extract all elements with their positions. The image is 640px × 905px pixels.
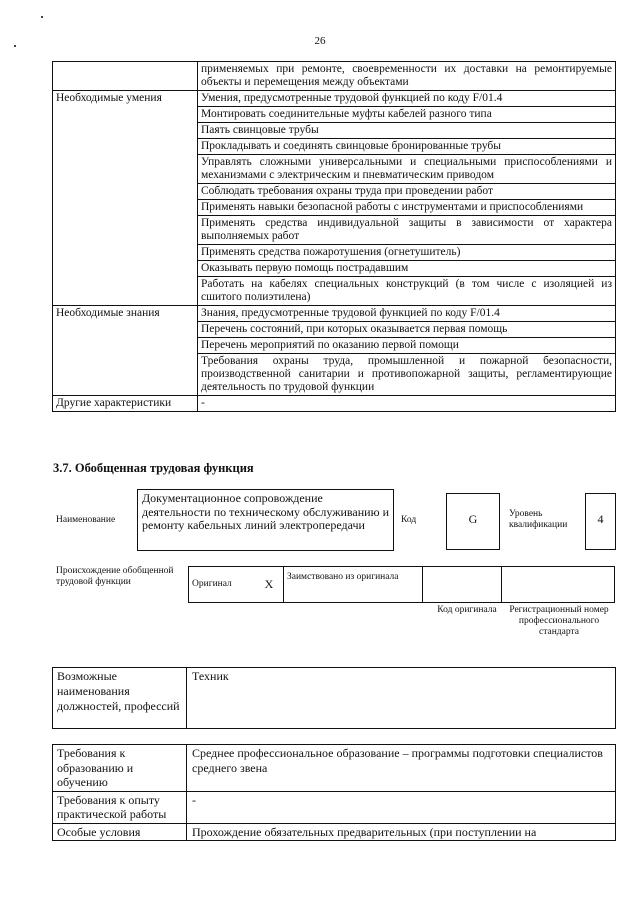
table-row [53, 745, 616, 792]
knowledge-item: Знания, предусмотренные трудовой функцией по коду F/01.4 [198, 306, 616, 322]
skill-item: Прокладывать и соединять свинцовые бронированные трубы [198, 139, 616, 155]
knowledge-item: Перечень состояний, при которых оказывается первая помощь [198, 322, 616, 338]
empty-label-cell [53, 62, 198, 91]
requirement-value: Среднее профессиональное образование – программы подготовки специалистов среднего звена [187, 745, 616, 792]
level-value: 4 [597, 512, 604, 526]
original-label-text: Оригинал [192, 579, 232, 589]
skill-item: Применять средства индивидуальной защиты в зависимости от характера выполняемых работ [198, 216, 616, 245]
continuation-cell: применяемых при ремонте, своевременности их доставки на ремонтируемые объекты и перемещения между объектами [198, 62, 616, 91]
reg-number-label: Регистрационный номер профессионального стандарта [509, 605, 609, 637]
original-mark: X [264, 577, 274, 591]
code-label: Код [401, 515, 417, 525]
origin-table [188, 566, 615, 603]
positions-value: Техник [187, 668, 616, 729]
origin-label: Происхождение обобщенной трудовой функции [56, 566, 174, 587]
name-label: Наименование [56, 515, 116, 525]
code-value: G [468, 512, 478, 526]
requirement-value: - [187, 791, 616, 823]
requirement-value: Прохождение обязательных предварительных (при поступлении на [187, 823, 616, 841]
original-mark-cell [255, 567, 284, 603]
skill-item: Управлять сложными универсальными и специальными приспособлениями и механизмами с электрическим и пневматическим приводом [198, 155, 616, 184]
table-row [53, 62, 616, 91]
positions-table [52, 667, 616, 729]
requirement-label: Требования к опыту практической работы [53, 791, 187, 823]
reg-number-cell [502, 567, 615, 603]
knowledge-item: Требования охраны труда, промышленной и пожарной безопасности, производственной санитарии и противопожарной защиты, регламентирующие деятельность по трудовой функции [198, 354, 616, 396]
other-value: - [198, 396, 616, 412]
skills-label: Необходимые умения [53, 91, 198, 306]
borrowed-label: Заимствовано из оригинала [287, 572, 399, 582]
requirement-label: Требования к образованию и обучению [53, 745, 187, 792]
requirements-table [52, 744, 616, 841]
table-row [53, 306, 616, 322]
skill-item: Оказывать первую помощь пострадавшим [198, 261, 616, 277]
name-box [137, 489, 394, 551]
skill-item: Паять свинцовые трубы [198, 123, 616, 139]
knowledge-item: Перечень мероприятий по оказанию первой помощи [198, 338, 616, 354]
table-row [53, 91, 616, 107]
other-label: Другие характеристики [53, 396, 198, 412]
table-row [53, 791, 616, 823]
section-title: 3.7. Обобщенная трудовая функция [53, 461, 254, 475]
origin-code-cell [423, 567, 502, 603]
skill-item: Монтировать соединительные муфты кабелей разного типа [198, 107, 616, 123]
skill-item: Применять навыки безопасной работы с инструментами и приспособлениями [198, 200, 616, 216]
level-label: Уровень квалификации [509, 509, 568, 530]
skill-item: Умения, предусмотренные трудовой функцией по коду F/01.4 [198, 91, 616, 107]
table-row [53, 668, 616, 729]
name-value: Документационное сопровождение деятельности по техническому обслуживанию и ремонту кабельных линий электропередачи [142, 491, 389, 532]
level-box [585, 493, 616, 550]
table-row [53, 396, 616, 412]
skills-knowledge-table [52, 61, 616, 412]
skill-item: Работать на кабелях специальных конструкций (в том числе с изоляцией из сшитого полиэтилена) [198, 277, 616, 306]
page-number: 26 [314, 35, 326, 47]
code-box [446, 493, 500, 550]
knowledge-label: Необходимые знания [53, 306, 198, 396]
positions-label: Возможные наименования должностей, профессий [53, 668, 187, 729]
original-label [189, 567, 256, 603]
table-row [53, 823, 616, 841]
skill-item: Применять средства пожаротушения (огнетушитель) [198, 245, 616, 261]
borrowed-cell [284, 567, 423, 603]
requirement-label: Особые условия [53, 823, 187, 841]
origin-code-label: Код оригинала [437, 605, 497, 615]
skill-item: Соблюдать требования охраны труда при проведении работ [198, 184, 616, 200]
scan-dot [41, 16, 43, 18]
table-row [189, 567, 615, 603]
